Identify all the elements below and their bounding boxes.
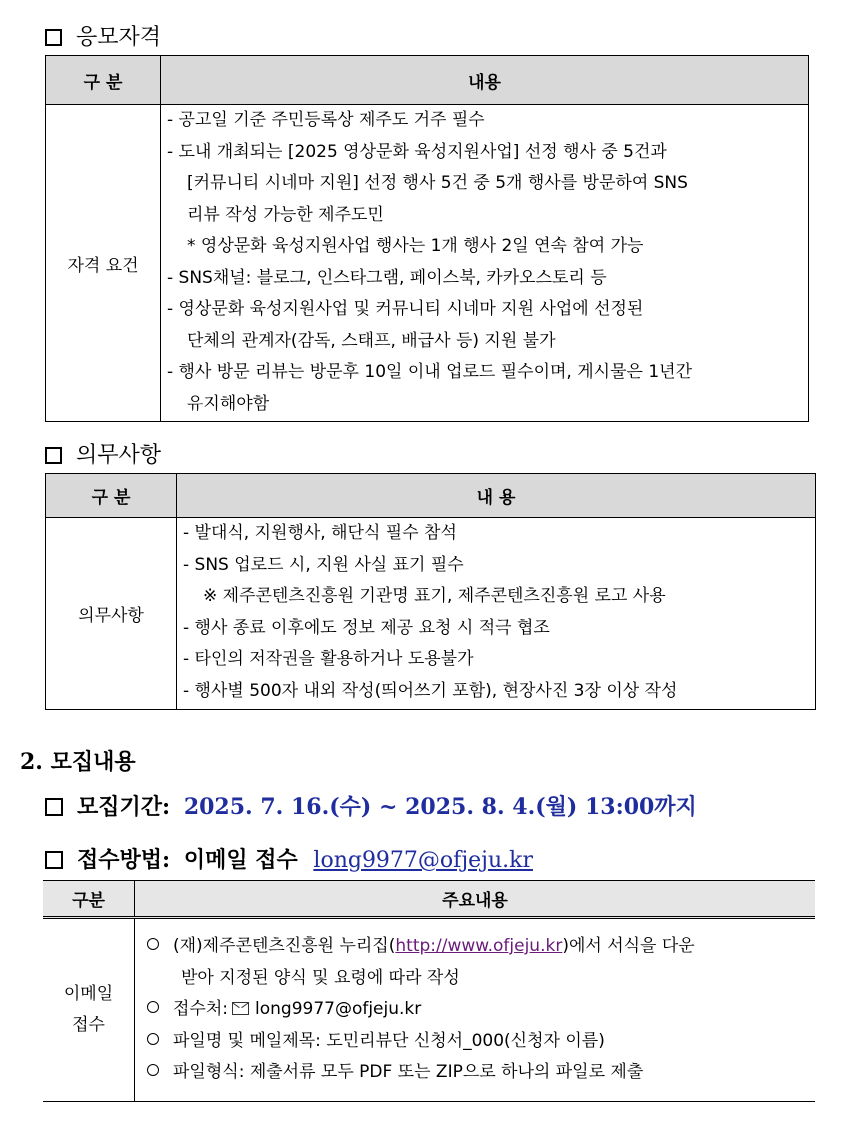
checkbox-square-icon	[45, 798, 63, 816]
item1-text-end: )에서 서식을 다운	[562, 936, 695, 956]
row-label: 자격 요건	[46, 105, 161, 422]
content-line: * 영상문화 육성지원사업 행사는 1개 행사 2일 연속 참여 가능	[187, 236, 644, 256]
method-email-link[interactable]: long9977@ofjeju.kr	[313, 848, 533, 873]
column-header-content: 내용	[161, 56, 809, 105]
content-line: - 타인의 저작권을 활용하거나 도용불가	[183, 649, 474, 669]
content-line: - SNS 업로드 시, 지원 사실 표기 필수	[183, 554, 464, 575]
content-line: - 도내 개최되는 [2025 영상문화 육성지원사업] 선정 행사 중 5건과	[167, 141, 667, 162]
item4-text: 파일형식: 제출서류 모두 PDF 또는 ZIP으로 하나의 파일로 제출	[173, 1062, 644, 1082]
content-line: - 공고일 기준 주민등록상 제주도 거주 필수	[167, 110, 485, 130]
duties-table	[45, 473, 816, 710]
content-line: - 행사 종료 이후에도 정보 제공 요청 시 적극 협조	[183, 617, 550, 638]
row-label-line: 접수	[72, 1015, 105, 1035]
content-line	[147, 931, 807, 963]
content-line: 유지해야함	[187, 393, 270, 414]
circle-bullet-icon	[147, 1033, 159, 1045]
section-title: 의무사항	[76, 443, 162, 468]
content-line: - 행사 방문 리뷰는 방문후 10일 이내 업로드 필수이며, 게시물은 1년간	[167, 362, 692, 382]
eligibility-table	[45, 55, 809, 422]
content-line: - 발대식, 지원행사, 해단식 필수 참석	[183, 523, 457, 543]
item3-text: 파일명 및 메일제목: 도민리뷰단 신청서_000(신청자 이름)	[173, 1030, 605, 1051]
period-label: 모집기간:	[77, 794, 171, 820]
content-line: [커뮤니티 시네마 지원] 선정 행사 5건 중 5개 행사를 방문하여 SNS	[187, 173, 688, 193]
circle-bullet-icon	[147, 1001, 159, 1013]
period-value: 2025. 7. 16.(수) ~ 2025. 8. 4.(월) 13:00까지	[183, 794, 697, 820]
column-header-category: 구 분	[46, 56, 161, 105]
content-line: 받아 지정된 양식 및 요령에 따라 작성	[181, 967, 460, 988]
section2-heading: 2. 모집내용	[20, 749, 136, 775]
content-line: - SNS채널: 블로그, 인스타그램, 페이스북, 카카오스토리 등	[167, 267, 607, 288]
item2-label: 접수처:	[173, 999, 228, 1019]
circle-bullet-icon	[147, 938, 159, 950]
website-link[interactable]: http://www.ofjeju.kr	[395, 936, 563, 956]
duties-content	[177, 518, 816, 710]
content-line	[147, 1026, 807, 1058]
checkbox-square-icon	[45, 29, 62, 46]
method-value: 이메일 접수	[183, 847, 298, 873]
submission-method	[45, 843, 533, 874]
content-line: - 행사별 500자 내외 작성(띄어쓰기 포함), 현장사진 3장 이상 작성	[183, 680, 678, 701]
column-header-category: 구 분	[46, 474, 177, 518]
column-header-category: 구분	[43, 881, 135, 918]
section-duties-heading	[45, 438, 161, 469]
content-line: ※ 제주콘텐츠진흥원 기관명 표기, 제주콘텐츠진흥원 로고 사용	[203, 586, 666, 606]
checkbox-square-icon	[45, 851, 63, 869]
eligibility-content	[161, 105, 809, 422]
content-line	[147, 1057, 807, 1089]
section-title: 응모자격	[76, 25, 162, 50]
section-eligibility-heading	[45, 20, 161, 51]
row-label	[43, 918, 135, 1102]
item1-text: (재)제주콘텐츠진흥원 누리집(	[173, 936, 396, 956]
column-header-content: 내 용	[177, 474, 816, 518]
envelope-icon	[232, 1002, 249, 1015]
checkbox-square-icon	[45, 447, 62, 464]
submission-table	[43, 880, 815, 1102]
recruitment-period	[45, 790, 697, 821]
row-label-line: 이메일	[63, 984, 114, 1004]
content-line: - 영상문화 육성지원사업 및 커뮤니티 시네마 지원 사업에 선정된	[167, 299, 644, 319]
column-header-content: 주요내용	[135, 881, 816, 918]
submission-content	[135, 918, 816, 1102]
item2-email: long9977@ofjeju.kr	[255, 999, 422, 1019]
content-line: 단체의 관계자(감독, 스태프, 배급사 등) 지원 불가	[187, 330, 556, 351]
method-label: 접수방법:	[77, 847, 171, 873]
content-line	[147, 994, 807, 1026]
content-line: 리뷰 작성 가능한 제주도민	[187, 204, 384, 225]
circle-bullet-icon	[147, 1064, 159, 1076]
row-label: 의무사항	[46, 518, 177, 710]
